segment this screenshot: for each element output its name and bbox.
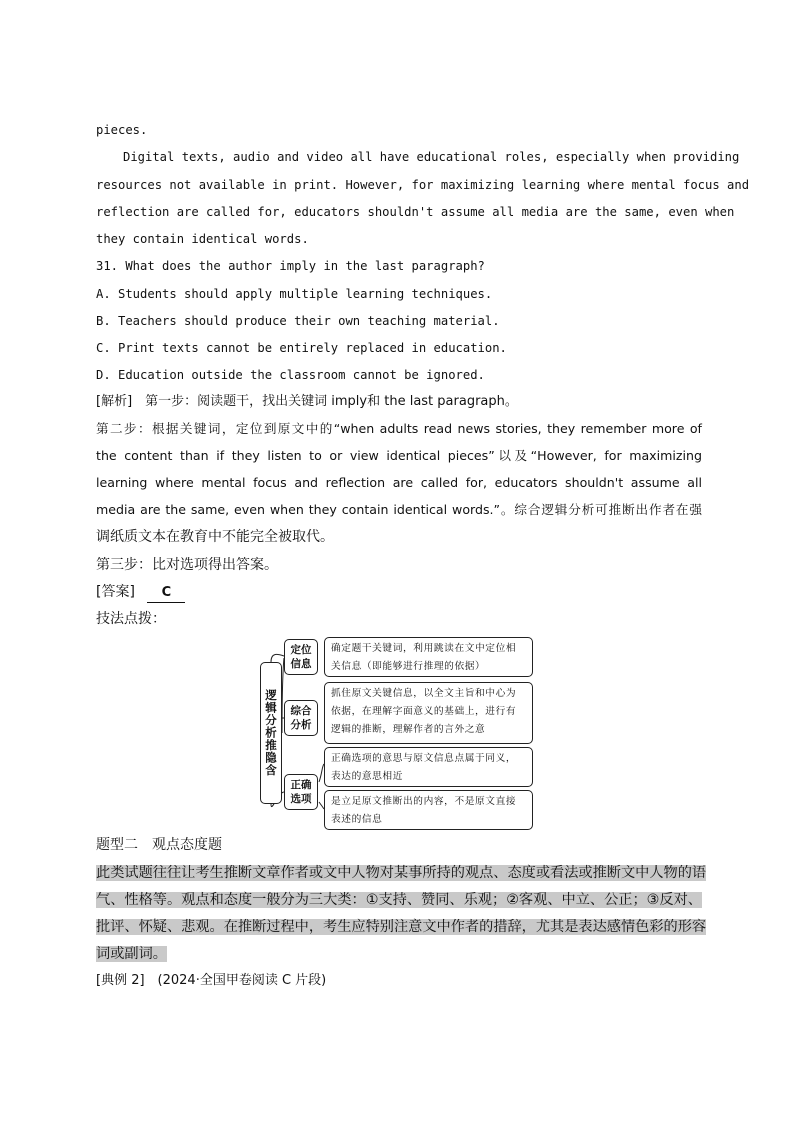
section-intro-line: 此类试题往往让考生推断文章作者或文中人物对某事所持的观点、态度或看法或推断文中人物的语 — [96, 865, 707, 881]
logic-diagram — [258, 634, 538, 832]
option-a: A. Students should apply multiple learning techniques. — [96, 287, 493, 301]
section-intro-line: 批评、怀疑、悲观。在推断过程中，考生应特别注意文中作者的措辞，尤其是表达感情色彩的形容 — [96, 919, 707, 935]
passage-line: reflection are called for, educators shouldn't assume all media are the same, even when — [96, 205, 735, 219]
section-title: 题型二 观点态度题 — [96, 837, 222, 853]
passage-line: resources not available in print. However, for maximizing learning where mental focus and — [96, 178, 750, 192]
analysis-step2-line: 调纸质文本在教育中不能完全被取代。 — [96, 529, 334, 545]
option-c: C. Print texts cannot be entirely replaced in education. — [96, 341, 507, 355]
diagram-node: 综合分析 — [284, 700, 318, 736]
passage-line: pieces. — [96, 123, 148, 137]
option-d: D. Education outside the classroom cannot be ignored. — [96, 368, 485, 382]
section-intro-line: 词或副词。 — [96, 946, 167, 962]
example-label: [典例 2] (2024·全国甲卷阅读 C 片段) — [96, 973, 327, 988]
analysis-step2-line: the content than if they listen to or view identical pieces”以及“However, for maximizing — [96, 448, 702, 463]
answer-label: [答案] — [96, 584, 135, 600]
diagram-node: 定位信息 — [284, 639, 318, 675]
passage-line: they contain identical words. — [96, 232, 309, 246]
analysis-step2-line: 第二步：根据关键词，定位到原文中的“when adults read news stories, they remember more of — [96, 421, 702, 436]
diagram-root: 逻辑分析推隐含 — [260, 662, 282, 804]
diagram-node: 正确选项 — [284, 774, 318, 810]
analysis-step3: 第三步：比对选项得出答案。 — [96, 557, 278, 573]
diagram-leaf: 正确选项的意思与原文信息点属于同义，表达的意思相近 — [324, 747, 533, 787]
tips-label: 技法点拨： — [96, 611, 166, 627]
analysis-step2-line: learning where mental focus and reflection are called for, educators shouldn't assume all — [96, 475, 702, 490]
option-b: B. Teachers should produce their own teaching material. — [96, 314, 500, 328]
question-stem: 31. What does the author imply in the last paragraph? — [96, 259, 485, 273]
diagram-leaf: 是立足原文推断出的内容，不是原文直接表述的信息 — [324, 790, 533, 830]
answer-row — [96, 583, 702, 603]
diagram-leaf: 抓住原文关键信息，以全文主旨和中心为依据，在理解字面意义的基础上，进行有逻辑的推断，理解作者的言外之意 — [324, 682, 533, 744]
diagram-leaf: 确定题干关键词，利用跳读在文中定位相关信息（即能够进行推理的依据） — [324, 637, 533, 677]
passage-line: Digital texts, audio and video all have educational roles, especially when providing — [123, 150, 740, 164]
analysis-step2-line: media are the same, even when they contain identical words.”。综合逻辑分析可推断出作者在强 — [96, 502, 702, 517]
analysis-step1: [解析] 第一步：阅读题干，找出关键词 imply和 the last paragraph。 — [96, 394, 518, 409]
answer-value: C — [147, 584, 185, 603]
section-intro-line: 气、性格等。观点和态度一般分为三大类：①支持、赞同、乐观；②客观、中立、公正；③反对、 — [96, 892, 702, 908]
